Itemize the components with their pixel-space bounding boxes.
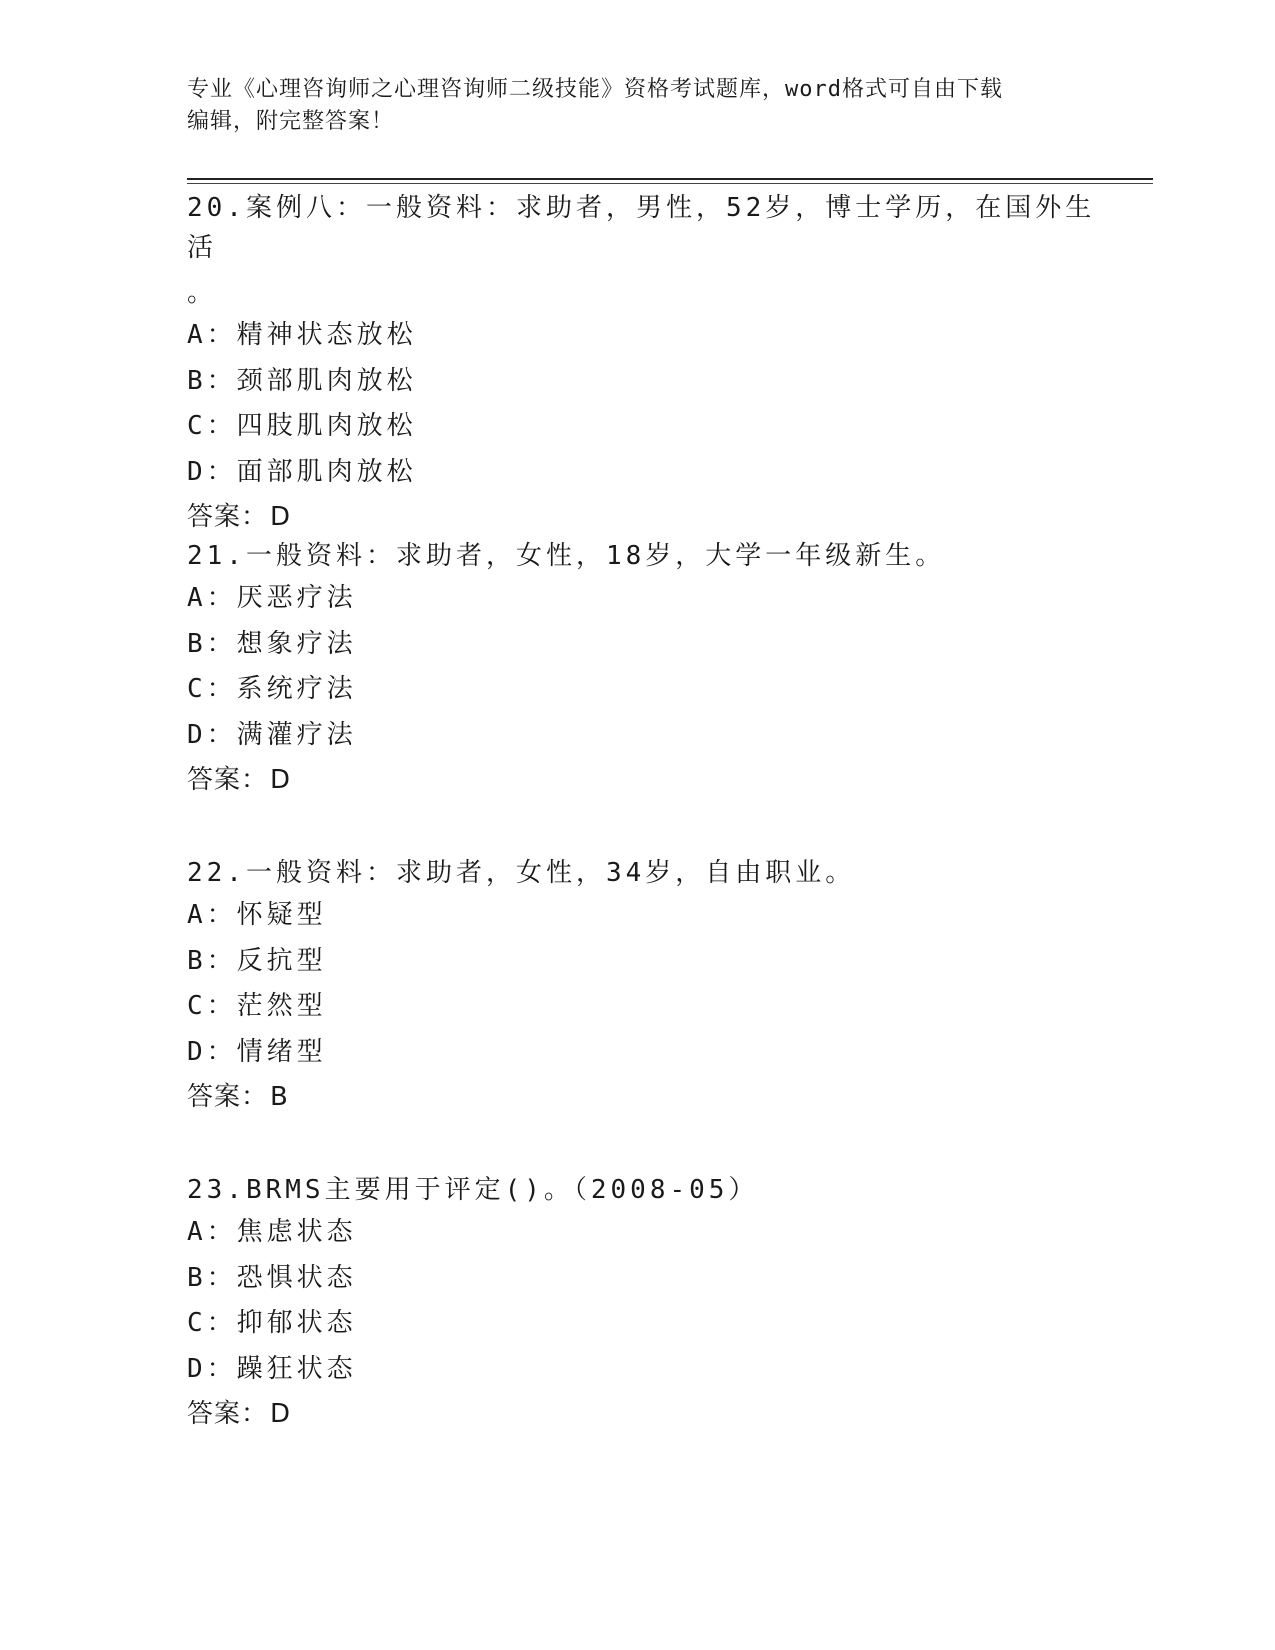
answer-label: 答案： bbox=[187, 502, 269, 532]
option-a: A：精神状态放松 bbox=[187, 320, 417, 350]
option-b: B：恐惧状态 bbox=[187, 1262, 357, 1293]
option-c: C：系统疗法 bbox=[187, 674, 357, 704]
option-a: A：焦虑状态 bbox=[187, 1217, 357, 1247]
option-c: C：四肢肌肉放松 bbox=[187, 411, 417, 441]
answer-value: B bbox=[270, 1082, 289, 1112]
question-stem: 20.案例八：一般资料：求助者，男性，52岁，博士学历，在国外生活 bbox=[187, 193, 1096, 263]
option-a: A：厌恶疗法 bbox=[187, 583, 357, 613]
document-header bbox=[187, 74, 1087, 138]
option-a: A：怀疑型 bbox=[187, 900, 327, 930]
option-b: B：反抗型 bbox=[187, 945, 327, 976]
header-line-1: 专业《心理咨询师之心理咨询师二级技能》资格考试题库，word格式可自由下载 bbox=[187, 77, 1003, 102]
answer-line bbox=[187, 1075, 1107, 1120]
answer-line bbox=[187, 1392, 1107, 1437]
header-divider-thin bbox=[187, 183, 1153, 184]
option-d: D：情绪型 bbox=[187, 1036, 327, 1067]
answer-line bbox=[187, 495, 1107, 540]
header-line-2: 编辑，附完整答案！ bbox=[187, 109, 395, 134]
question-20 bbox=[187, 188, 1107, 540]
question-stem-continued: 。 bbox=[187, 278, 218, 308]
answer-value: D bbox=[270, 765, 292, 795]
option-d: D：躁狂状态 bbox=[187, 1353, 357, 1384]
question-21 bbox=[187, 536, 1107, 803]
answer-label: 答案： bbox=[187, 1399, 269, 1429]
answer-value: D bbox=[270, 1399, 292, 1429]
question-23 bbox=[187, 1170, 1107, 1437]
answer-label: 答案： bbox=[187, 765, 269, 795]
question-stem: 22.一般资料：求助者，女性，34岁，自由职业。 bbox=[187, 858, 856, 888]
answer-label: 答案： bbox=[187, 1082, 269, 1112]
option-b: B：颈部肌肉放松 bbox=[187, 365, 417, 396]
option-c: C：茫然型 bbox=[187, 991, 327, 1021]
question-stem: 23.BRMS主要用于评定()。（2008-05） bbox=[187, 1175, 759, 1205]
question-22 bbox=[187, 853, 1107, 1120]
option-d: D：面部肌肉放松 bbox=[187, 456, 417, 487]
question-stem: 21.一般资料：求助者，女性，18岁，大学一年级新生。 bbox=[187, 541, 946, 571]
answer-value: D bbox=[270, 502, 292, 532]
option-d: D：满灌疗法 bbox=[187, 719, 357, 750]
answer-line bbox=[187, 758, 1107, 803]
option-c: C：抑郁状态 bbox=[187, 1308, 357, 1338]
header-divider-thick bbox=[187, 178, 1153, 180]
option-b: B：想象疗法 bbox=[187, 628, 357, 659]
